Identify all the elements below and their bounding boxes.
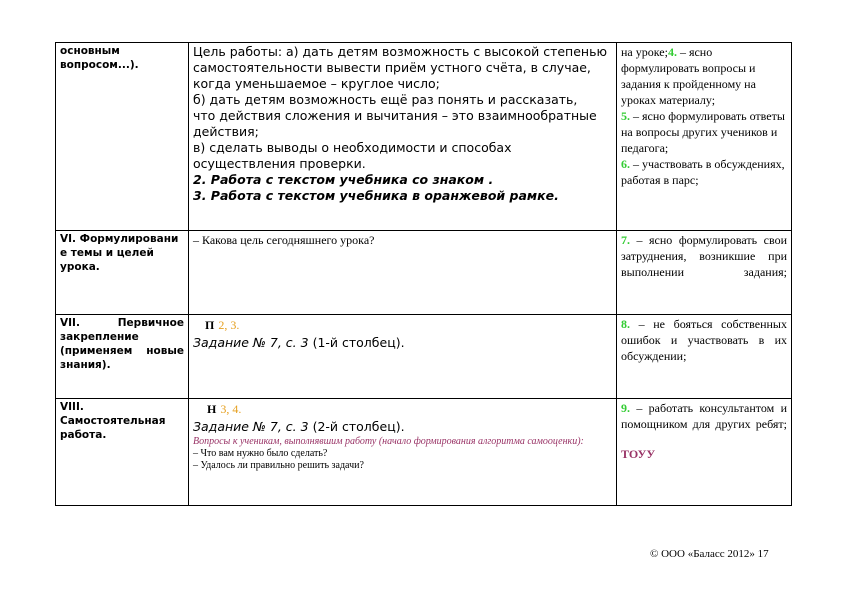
stage-cell: [56, 399, 189, 506]
task-suffix: (2-й столбец).: [308, 419, 405, 434]
task-title: Задание № 7, с. 3: [193, 419, 309, 434]
table-row: [56, 399, 792, 506]
result-number: 8.: [621, 317, 630, 331]
result-item: 9. – работать консультантом и помощником для других ребят;: [621, 401, 787, 431]
results-cell: [617, 399, 792, 506]
stage-label: VIII. Самостоятельная работа.: [60, 401, 166, 441]
result-number: 6.: [621, 157, 630, 171]
questions-header: Вопросы к ученикам, выполнявшим работу (начало формирования алгоритма самооценки):: [193, 436, 584, 447]
content-cell: [189, 43, 617, 231]
result-number: 4.: [667, 45, 677, 59]
goal-c: в) сделать выводы о необходимости и способах осуществления проверки.: [193, 140, 512, 171]
result-item: 8. – не бояться собственных ошибок и участвовать в их обсуждении;: [621, 317, 787, 363]
stage-label: основным вопросом...).: [60, 45, 139, 71]
results-cell: [617, 43, 792, 231]
goal-b: б) дать детям возможность ещё раз понять и рассказать,: [193, 92, 578, 107]
task-refs: 2, 3.: [218, 318, 240, 332]
results-cell: [617, 231, 792, 315]
table-row: [56, 43, 792, 231]
stage-cell: [56, 43, 189, 231]
stage-cell: [56, 231, 189, 315]
content-cell: [189, 399, 617, 506]
table-row: [56, 231, 792, 315]
result-tag: ТОУУ: [621, 447, 656, 461]
question-item: – Удалось ли правильно решить задачи?: [193, 460, 364, 471]
stage-cell: [56, 315, 189, 399]
stage-label: VI. Формулировани е темы и целей урока.: [60, 233, 179, 273]
lesson-table: [55, 42, 792, 506]
work-step-2: 2. Работа с текстом учебника со знаком .: [193, 172, 494, 187]
textbook-mark-icon: П: [205, 318, 215, 332]
result-number: 9.: [621, 401, 630, 415]
task-refs: 3, 4.: [220, 402, 242, 416]
goal-a: Цель работы: а) дать детям возможность с высокой степенью самостоятельности вывести приём устного счёта, в случае, когда уменьшаемое – круглое число;: [193, 44, 607, 91]
page-footer: © ООО «Баласс 2012» 17: [650, 548, 769, 560]
result-number: 5.: [621, 109, 630, 123]
result-item: 7. – ясно формулировать свои затруднения, возникшие при выполнении задания;: [621, 233, 787, 279]
stage-label: VII. Первичное закрепление (применяем новые знания).: [60, 317, 184, 371]
work-step-3: 3. Работа с текстом учебника в оранжевой рамке.: [193, 188, 559, 203]
task-title: Задание № 7, с. 3: [193, 335, 309, 350]
content-cell: [189, 231, 617, 315]
results-cell: [617, 315, 792, 399]
content-cell: [189, 315, 617, 399]
result-item: 5. – ясно формулировать ответы на вопросы других учеников и педагога;: [621, 109, 785, 155]
question-item: – Что вам нужно было сделать?: [193, 448, 328, 459]
table-row: [56, 315, 792, 399]
question-text: – Какова цель сегодняшнего урока?: [193, 233, 375, 247]
goal-b-cont: что действия сложения и вычитания – это взаимнообратные действия;: [193, 108, 597, 139]
result-item: на уроке;4. – ясно формулировать вопросы и задания к пройденному на уроках материалу;: [621, 45, 756, 107]
task-suffix: (1-й столбец).: [308, 335, 405, 350]
textbook-mark-icon: Н: [207, 402, 217, 416]
result-number: 7.: [621, 233, 630, 247]
result-item: 6. – участвовать в обсуждениях, работая в парс;: [621, 157, 785, 187]
